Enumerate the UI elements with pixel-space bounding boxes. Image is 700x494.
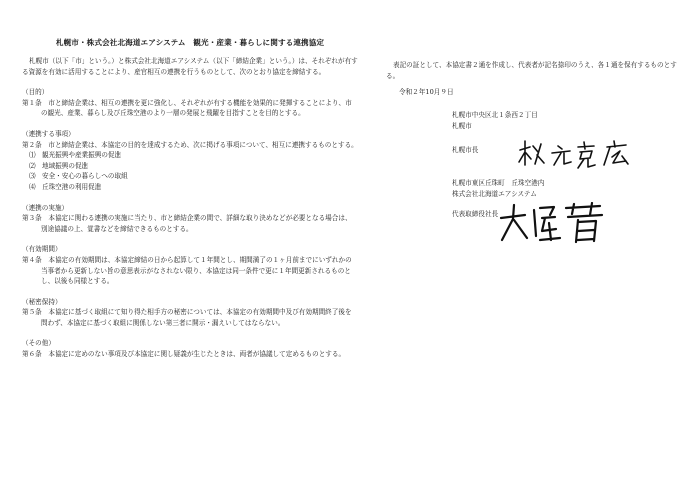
party1-org: 札幌市 (452, 121, 472, 130)
article-1: 第１条 市と締結企業は、相互の連携を更に強化し、それぞれが有する機能を効果的に発揮することにより、市の観光、産業、暮らし及び丘珠空港のより一層の発展と飛躍を目指すことを目的とする。 (22, 98, 352, 118)
heading-confidentiality: （秘密保持） (22, 297, 62, 306)
sig-stroke (578, 142, 595, 168)
article-5: 第５条 本協定に基づく取組にて知り得た相手方の秘密については、本協定の有効期間中及び有効期間終了後を問わず、本協定に基づく取組に関係しない第三者に開示・漏えいしてはならない。 (22, 308, 352, 327)
party2-title: 代表取締役社長 (452, 210, 499, 219)
party1-address: 札幌市中央区北１条西２丁目 (452, 111, 538, 119)
article-2: 第２条 市と締結企業は、本協定の目的を達成するため、次に掲げる事項について、相互に連携するものとする。 (22, 140, 358, 149)
item-number: ⑵ (29, 161, 36, 170)
intro-paragraph: 札幌市（以下「市」という。）と株式会社北海道エアシステム（以下「締結企業」という。）は、それぞれが有する資源を有効に活用することにより、産官相互の連携を行うものとして、次のとおり協定を締結する。 (22, 57, 358, 76)
item-text: 観光振興や産業振興の促進 (42, 151, 122, 160)
item-number: ⑶ (29, 172, 36, 181)
list-item (22, 150, 358, 161)
agreement-date: 令和２年10月９日 (399, 88, 454, 97)
sig-stroke (604, 141, 628, 165)
party1-title: 札幌市長 (452, 146, 479, 155)
heading-other: （その他） (22, 339, 55, 348)
list-item (22, 161, 358, 172)
heading-validity: （有効期間） (22, 245, 62, 254)
party2-org: 株式会社北海道エアシステム (452, 189, 537, 198)
document-title: 札幌市・株式会社北海道エアシステム 観光・産業・暮らしに関する連携協定 (55, 38, 325, 47)
list-item (22, 171, 358, 182)
party1-signature (516, 138, 646, 172)
article-6: 第６条 本協定に定めのない事項及び本協定に関し疑義が生じたときは、両者が協議して定めるものとする。 (22, 350, 346, 359)
right-column (386, 60, 686, 98)
sig-stroke (501, 205, 527, 240)
item-text: 安全・安心の暮らしへの取組 (42, 172, 128, 181)
party2-address: 札幌市東区丘珠町 丘珠空港内 (452, 179, 545, 187)
item-number: ⑷ (29, 182, 36, 191)
heading-implementation: （連携の実施） (22, 203, 69, 212)
sig-stroke (534, 207, 560, 240)
article-4: 第４条 本協定の有効期間は、本協定締結の日から起算して１年間とし、期間満了の１ヶ月前までにいずれかの当事者から更新しない旨の意思表示がなされない限り、本協定は同一条件で更に１年間更新されるものとし、以後も同様とする。 (22, 255, 352, 286)
item-text: 丘珠空港の利用促進 (42, 182, 102, 191)
party2-signature (498, 202, 610, 246)
item-number: ⑴ (29, 151, 36, 160)
sig-stroke (566, 203, 602, 242)
article-3: 第３条 本協定に関わる連携の実施に当たり、市と締結企業の間で、詳細な取り決めなどが必要となる場合は、別途協議の上、覚書などを締結できるものとする。 (22, 214, 352, 233)
list-item (22, 182, 358, 193)
left-column (22, 37, 358, 360)
closing-paragraph: 表記の証として、本協定書２通を作成し、代表者が記名捺印のうえ、各１通を保有するものとする。 (386, 61, 677, 80)
sig-stroke (519, 141, 544, 165)
sig-stroke (552, 146, 571, 165)
heading-cooperation: （連携する事項） (22, 129, 75, 138)
heading-purpose: （目的） (22, 88, 49, 97)
item-text: 地域振興の促進 (42, 161, 89, 170)
